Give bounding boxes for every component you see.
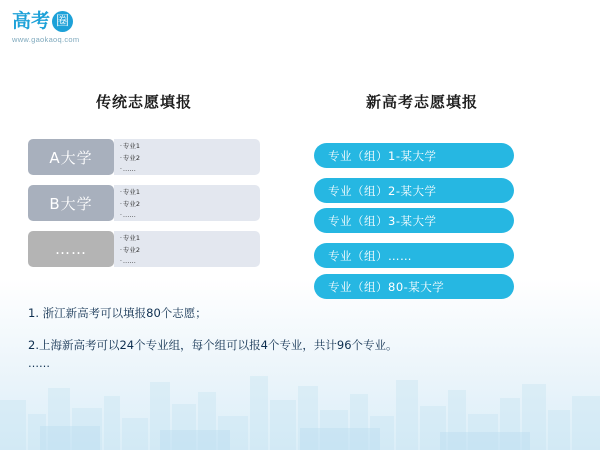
note-line-1: 1. 浙江新高考可以填报80个志愿；	[28, 306, 207, 320]
major-group-item-2[interactable]: 专业（组）2-某大学	[314, 178, 514, 203]
bullet-icon: ·	[120, 154, 122, 162]
major-group-item-1[interactable]: 专业（组）1-某大学	[314, 143, 514, 168]
bullet-icon: ·	[120, 189, 122, 196]
bullet-icon: ·	[120, 235, 122, 242]
note-line-2: 2.上海新高考可以24个专业组，每个组可以报4个专业，共计96个专业。	[28, 338, 398, 352]
traditional-row	[28, 231, 260, 267]
bullet-icon: ·	[120, 258, 122, 265]
logo-char-2: 考	[31, 10, 51, 32]
note-line-3: ……	[28, 357, 50, 370]
logo-char-1: 高	[12, 10, 32, 32]
university-label: ……	[28, 231, 114, 267]
bullet-icon: ·	[120, 166, 122, 173]
major-list	[114, 185, 260, 221]
major-item: ·专业2	[120, 199, 141, 208]
logo-url: www.gaokaoq.com	[12, 35, 80, 44]
page-title-traditional: 传统志愿填报	[96, 93, 193, 111]
major-item: ·……	[120, 211, 136, 219]
major-group-item-ellipsis[interactable]: 专业（组）……	[314, 243, 514, 268]
bullet-icon: ·	[120, 246, 122, 254]
page-title-new-gaokao: 新高考志愿填报	[366, 93, 479, 111]
traditional-row	[28, 139, 260, 175]
traditional-row	[28, 185, 260, 221]
major-group-item-3[interactable]: 专业（组）3-某大学	[314, 208, 514, 233]
major-item: ·专业2	[120, 245, 141, 254]
bullet-icon: ·	[120, 200, 122, 208]
bullet-icon: ·	[120, 143, 122, 150]
major-item: ·……	[120, 257, 136, 265]
major-list	[114, 231, 260, 267]
major-item: ·专业1	[120, 188, 141, 196]
university-label: B大学	[28, 185, 114, 221]
university-label: A大学	[28, 139, 114, 175]
bullet-icon: ·	[120, 212, 122, 219]
logo-text-row	[12, 10, 108, 32]
site-logo[interactable]	[12, 10, 108, 54]
major-list	[114, 139, 260, 175]
major-item: ·专业2	[120, 153, 141, 162]
major-item: ·专业1	[120, 234, 141, 242]
major-group-item-80[interactable]: 专业（组）80-某大学	[314, 274, 514, 299]
major-item: ·专业1	[120, 142, 141, 150]
major-item: ·……	[120, 165, 136, 173]
logo-circle-icon: 圈	[52, 11, 73, 32]
